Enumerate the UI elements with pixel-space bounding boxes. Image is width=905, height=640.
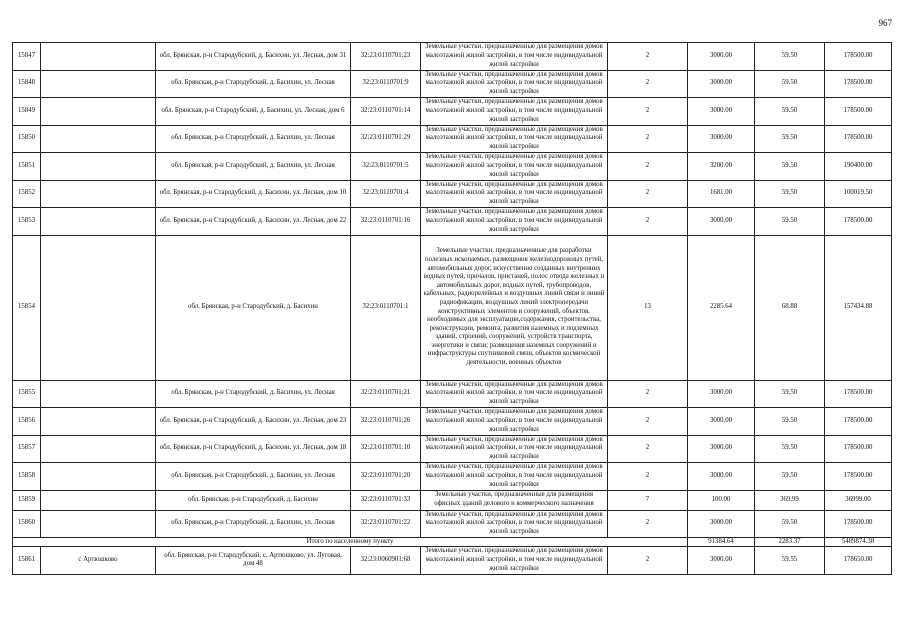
cadastral-number-cell: 32:23:0110701:20 — [351, 463, 421, 491]
cadastral-number-cell: 32:23:0060901:68 — [351, 547, 421, 575]
land-use-cell: Земельные участки, предназначенные для размещения домов малоэтажной жилой застройки, в том числе индивидуальной жилой застройки — [421, 208, 608, 236]
use-group-cell: 2 — [608, 208, 688, 236]
area-cell: 3000.00 — [688, 98, 755, 126]
specific-value-cell: 68.88 — [755, 235, 825, 380]
area-cell: 100.00 — [688, 490, 755, 510]
total-cadastral-value: 5489874.38 — [825, 538, 892, 547]
specific-value-cell: 59.50 — [755, 98, 825, 126]
table-row — [13, 70, 892, 98]
cadastral-value-cell: 178500.00 — [825, 408, 892, 436]
row-number: 15852 — [13, 180, 41, 208]
area-cell: 1681.00 — [688, 180, 755, 208]
row-number: 15857 — [13, 435, 41, 463]
table-row — [13, 235, 892, 380]
table-row — [13, 510, 892, 538]
cadastral-number-cell: 32:23:0110701:16 — [351, 208, 421, 236]
table-row — [13, 547, 892, 575]
row-number: 15849 — [13, 98, 41, 126]
land-use-cell: Земельные участки, предназначенные для размещения домов малоэтажной жилой застройки, в том числе индивидуальной жилой застройки — [421, 435, 608, 463]
use-group-cell: 2 — [608, 153, 688, 181]
row-number: 15847 — [13, 43, 41, 71]
specific-value-cell: 59.50 — [755, 435, 825, 463]
table-row — [13, 180, 892, 208]
table-row — [13, 435, 892, 463]
land-use-cell: Земельные участки, предназначенные для размещения домов малоэтажной жилой застройки, в том числе индивидуальной жилой застройки — [421, 43, 608, 71]
specific-value-cell: 59.50 — [755, 463, 825, 491]
use-group-cell: 2 — [608, 125, 688, 153]
land-use-cell: Земельные участки, предназначенные для размещения домов малоэтажной жилой застройки, в том числе индивидуальной жилой застройки — [421, 408, 608, 436]
area-cell: 3000.00 — [688, 408, 755, 436]
address-cell: обл. Брянская, р-н Стародубский, д. Басихин, ул. Лесная — [156, 510, 351, 538]
address-cell: обл. Брянская, р-н Стародубский, с. Артюшково, ул. Луговая, дом 48 — [156, 547, 351, 575]
blank-cell — [41, 125, 156, 153]
use-group-cell: 13 — [608, 235, 688, 380]
land-use-cell: Земельные участки, предназначенные для разработки полезных ископаемых, размещения железнодорожных путей, автомобильных дорог, искусственно созданных внутренних водных путей, причалов, пристаней, полос отвода железных и автомобильных дорог, водных путей, трубопроводов, кабельных, радиорелейных и воздушных линий связи и линий радиофикации, воздушных линий электропередачи конструктивных элементов и сооружений, объектов, необходимых для эксплуатации,содержания, строительства, реконструкции, ремонта, развития наземных и подземных зданий, строений, сооружений, устройств транспорта, энергетики и связи; размещения наземных сооружений и инфраструктуры спутниковой связи, объектов космической деятельности, военных объектов — [421, 235, 608, 380]
cadastral-value-cell: 178500.00 — [825, 70, 892, 98]
address-cell: обл. Брянская, р-н Стародубский, д. Басихин — [156, 490, 351, 510]
cadastral-number-cell: 32:23:0110701:10 — [351, 435, 421, 463]
row-number: 15854 — [13, 235, 41, 380]
area-cell: 2285.64 — [688, 235, 755, 380]
use-group-cell: 7 — [608, 490, 688, 510]
cadastral-value-cell: 178500.00 — [825, 208, 892, 236]
settlement-total-row — [13, 538, 892, 547]
total-area: 91384.64 — [688, 538, 755, 547]
cadastral-number-cell: 32:23:0110701:26 — [351, 408, 421, 436]
address-cell: обл. Брянская, р-н Стародубский, д. Басихин, ул. Лесная, дом 6 — [156, 98, 351, 126]
blank-cell — [41, 463, 156, 491]
cadastral-value-cell: 178500.00 — [825, 43, 892, 71]
row-number: 15859 — [13, 490, 41, 510]
specific-value-cell: 59.50 — [755, 70, 825, 98]
cadastral-number-cell: 32:23:0110701:4 — [351, 180, 421, 208]
row-number: 15860 — [13, 510, 41, 538]
cadastral-number-cell: 32:23:0110701:22 — [351, 510, 421, 538]
table-row — [13, 43, 892, 71]
address-cell: обл. Брянская, р-н Стародубский, д. Басихин, ул. Лесная, дом 22 — [156, 208, 351, 236]
land-use-cell: Земельные участки, предназначенные для размещения домов малоэтажной жилой застройки, в том числе индивидуальной жилой застройки — [421, 463, 608, 491]
area-cell: 3200.00 — [688, 153, 755, 181]
specific-value-cell: 59.55 — [755, 547, 825, 575]
row-number: 15848 — [13, 70, 41, 98]
use-group-cell: 2 — [608, 98, 688, 126]
cadastral-number-cell: 32:23:0110701:5 — [351, 153, 421, 181]
table-row — [13, 98, 892, 126]
address-cell: обл. Брянская, р-н Стародубский, д. Басихин — [156, 235, 351, 380]
row-number: 15850 — [13, 125, 41, 153]
cadastral-number-cell: 32:23:0110701:14 — [351, 98, 421, 126]
land-cadastral-value-table — [12, 42, 892, 575]
specific-value-cell: 59.50 — [755, 125, 825, 153]
cadastral-value-cell: 178500.00 — [825, 463, 892, 491]
use-group-cell: 2 — [608, 510, 688, 538]
blank-cell — [41, 380, 156, 408]
address-cell: обл. Брянская, р-н Стародубский, д. Басихин, ул. Лесная, дом 10 — [156, 180, 351, 208]
use-group-cell: 2 — [608, 435, 688, 463]
area-cell: 3000.00 — [688, 43, 755, 71]
cadastral-number-cell: 32:23:0110701:29 — [351, 125, 421, 153]
specific-value-cell: 59.50 — [755, 208, 825, 236]
address-cell: обл. Брянская, р-н Стародубский, д. Басихин, ул. Лесная, дом 31 — [156, 43, 351, 71]
row-number: 15856 — [13, 408, 41, 436]
use-group-cell: 2 — [608, 70, 688, 98]
address-cell: обл. Брянская, р-н Стародубский, д. Басихин, ул. Лесная — [156, 125, 351, 153]
cadastral-value-cell: 178500.00 — [825, 98, 892, 126]
specific-value-cell: 59.50 — [755, 380, 825, 408]
address-cell: обл. Брянская, р-н Стародубский, д. Басихин, ул. Лесная — [156, 153, 351, 181]
cadastral-value-cell: 36999.00 — [825, 490, 892, 510]
blank-cell — [41, 70, 156, 98]
blank-cell — [41, 235, 156, 380]
blank-cell — [41, 43, 156, 71]
area-cell: 3000.00 — [688, 208, 755, 236]
specific-value-cell: 59.50 — [755, 43, 825, 71]
blank-cell — [41, 180, 156, 208]
area-cell: 3000.00 — [688, 125, 755, 153]
cadastral-number-cell: 32:23:0110701:21 — [351, 380, 421, 408]
blank-cell — [41, 408, 156, 436]
use-group-cell: 2 — [608, 463, 688, 491]
specific-value-cell: 59.50 — [755, 408, 825, 436]
address-cell: обл. Брянская, р-н Стародубский, д. Басихин, ул. Лесная, дом 23 — [156, 408, 351, 436]
cadastral-number-cell: 32:23:0110701:1 — [351, 235, 421, 380]
cadastral-number-cell: 32:23:0110701:23 — [351, 43, 421, 71]
land-use-cell: Земельные участки, предназначенные для размещения домов малоэтажной жилой застройки, в том числе индивидуальной жилой застройки — [421, 125, 608, 153]
row-number: 15853 — [13, 208, 41, 236]
cadastral-value-cell: 157434.88 — [825, 235, 892, 380]
page-number: 967 — [878, 18, 892, 28]
settlement-name: с Артюшково — [41, 547, 156, 575]
cadastral-value-cell: 190400.00 — [825, 153, 892, 181]
cadastral-value-cell: 178500.00 — [825, 380, 892, 408]
blank-cell — [41, 98, 156, 126]
cadastral-number-cell: 32:23:0110701:33 — [351, 490, 421, 510]
row-number: 15851 — [13, 153, 41, 181]
row-number: 15861 — [13, 547, 41, 575]
use-group-cell: 2 — [608, 547, 688, 575]
total-label: Итого по населенному пункту — [13, 538, 688, 547]
table-row — [13, 463, 892, 491]
land-use-cell: Земельные участки, предназначенные для размещения домов малоэтажной жилой застройки, в том числе индивидуальной жилой застройки — [421, 180, 608, 208]
blank-cell — [41, 490, 156, 510]
table-row — [13, 125, 892, 153]
land-use-cell: Земельные участки, предназначенные для размещения офисных зданий делового и коммерческого назначения — [421, 490, 608, 510]
use-group-cell: 2 — [608, 43, 688, 71]
cadastral-value-cell: 100019.50 — [825, 180, 892, 208]
area-cell: 3000.00 — [688, 463, 755, 491]
use-group-cell: 2 — [608, 408, 688, 436]
blank-cell — [41, 510, 156, 538]
area-cell: 3000.00 — [688, 547, 755, 575]
land-use-cell: Земельные участки, предназначенные для размещения домов малоэтажной жилой застройки, в том числе индивидуальной жилой застройки — [421, 510, 608, 538]
table-row — [13, 490, 892, 510]
area-cell: 3000.00 — [688, 70, 755, 98]
cadastral-number-cell: 32:23:0110701:9 — [351, 70, 421, 98]
table-row — [13, 408, 892, 436]
address-cell: обл. Брянская, р-н Стародубский, д. Басихин, ул. Лесная — [156, 380, 351, 408]
land-use-cell: Земельные участки, предназначенные для размещения домов малоэтажной жилой застройки, в том числе индивидуальной жилой застройки — [421, 153, 608, 181]
use-group-cell: 2 — [608, 180, 688, 208]
land-use-cell: Земельные участки, предназначенные для размещения домов малоэтажной жилой застройки, в том числе индивидуальной жилой застройки — [421, 380, 608, 408]
area-cell: 3000.00 — [688, 435, 755, 463]
total-specific-value: 2283.37 — [755, 538, 825, 547]
specific-value-cell: 59.50 — [755, 180, 825, 208]
cadastral-value-cell: 178500.00 — [825, 125, 892, 153]
specific-value-cell: 59.50 — [755, 153, 825, 181]
specific-value-cell: 59.50 — [755, 510, 825, 538]
land-use-cell: Земельные участки, предназначенные для размещения домов малоэтажной жилой застройки, в том числе индивидуальной жилой застройки — [421, 547, 608, 575]
use-group-cell: 2 — [608, 380, 688, 408]
cadastral-value-cell: 178500.00 — [825, 435, 892, 463]
table-row — [13, 208, 892, 236]
row-number: 15858 — [13, 463, 41, 491]
address-cell: обл. Брянская, р-н Стародубский, д. Басихин, ул. Лесная — [156, 463, 351, 491]
cadastral-value-cell: 178500.00 — [825, 510, 892, 538]
address-cell: обл. Брянская, р-н Стародубский, д. Басихин, ул. Лесная — [156, 70, 351, 98]
land-use-cell: Земельные участки, предназначенные для размещения домов малоэтажной жилой застройки, в том числе индивидуальной жилой застройки — [421, 98, 608, 126]
specific-value-cell: 369.99 — [755, 490, 825, 510]
area-cell: 3000.00 — [688, 380, 755, 408]
row-number: 15855 — [13, 380, 41, 408]
area-cell: 3000.00 — [688, 510, 755, 538]
cadastral-value-cell: 178650.00 — [825, 547, 892, 575]
table-row — [13, 153, 892, 181]
blank-cell — [41, 208, 156, 236]
blank-cell — [41, 435, 156, 463]
address-cell: обл. Брянская, р-н Стародубский, д. Басихин, ул. Лесная, дом 18 — [156, 435, 351, 463]
blank-cell — [41, 153, 156, 181]
land-use-cell: Земельные участки, предназначенные для размещения домов малоэтажной жилой застройки, в том числе индивидуальной жилой застройки — [421, 70, 608, 98]
table-row — [13, 380, 892, 408]
